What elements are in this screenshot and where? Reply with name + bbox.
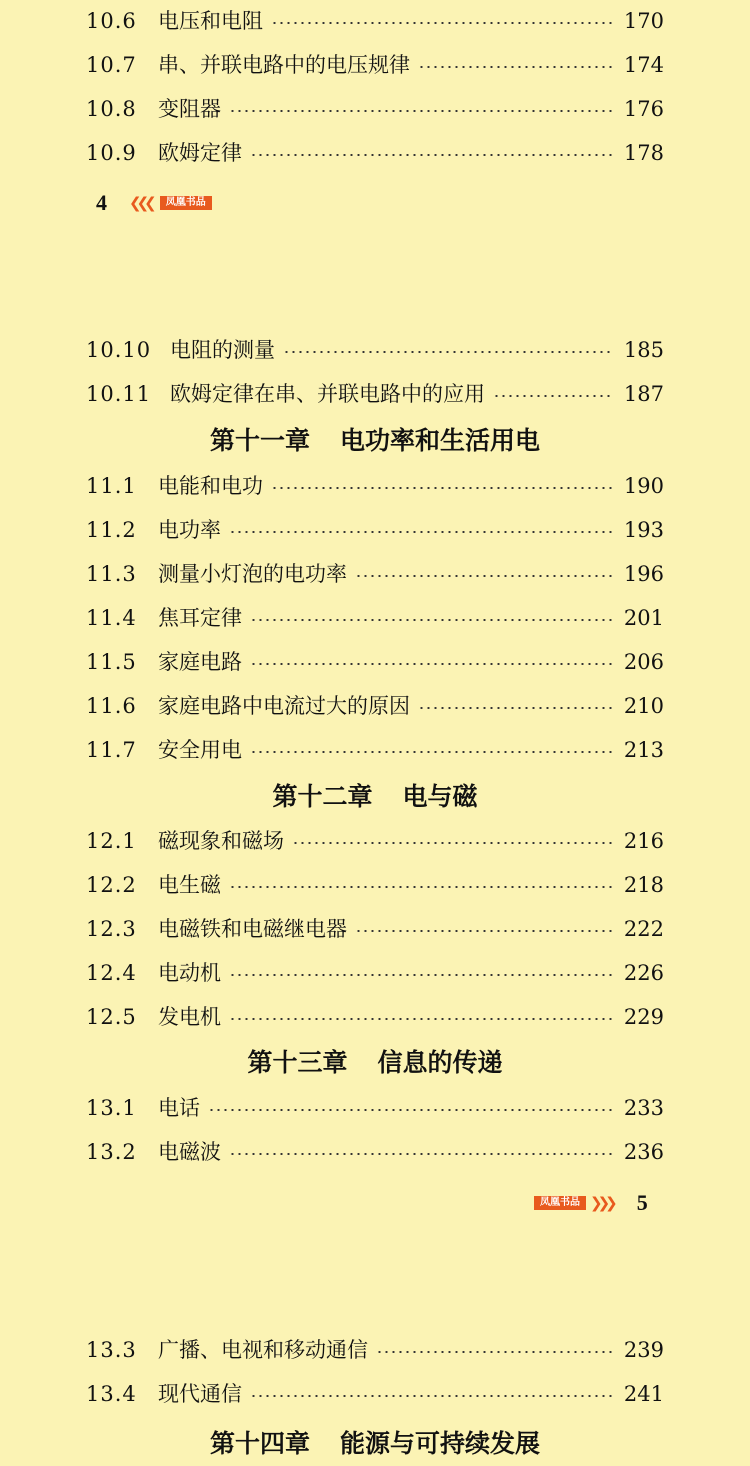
- toc-entry: [86, 1092, 664, 1124]
- chapter-heading-13: [0, 1046, 750, 1080]
- page-number: 185: [623, 338, 664, 362]
- chapter-name: 电与磁: [402, 782, 478, 811]
- dot-leader: [355, 575, 614, 577]
- section-number: 10.9: [86, 141, 137, 165]
- page-number: 5: [636, 1190, 648, 1215]
- section-number: 11.4: [86, 606, 137, 630]
- toc-entry: [86, 470, 664, 502]
- section-title: 变阻器: [158, 97, 221, 121]
- section-title: 欧姆定律在串、并联电路中的应用: [170, 382, 485, 406]
- chapter-heading-12: [0, 780, 750, 814]
- dot-leader: [355, 930, 614, 932]
- section-title: 安全用电: [158, 738, 242, 762]
- section-number: 13.3: [86, 1338, 137, 1362]
- page-number: 213: [623, 738, 664, 762]
- dot-leader: [229, 1018, 614, 1020]
- section-title: 测量小灯泡的电功率: [158, 562, 347, 586]
- chevron-left-icon: ❮❮❮: [129, 194, 152, 212]
- dot-leader: [250, 154, 614, 156]
- dot-leader: [493, 395, 614, 397]
- toc-entry: [86, 93, 664, 125]
- section-title: 磁现象和磁场: [158, 829, 284, 853]
- page-number: 201: [623, 606, 664, 630]
- page-number: 222: [623, 917, 664, 941]
- toc-entry: [86, 1136, 664, 1168]
- page-number: 190: [623, 474, 664, 498]
- section-title: 广播、电视和移动通信: [158, 1338, 368, 1362]
- dot-leader: [250, 1395, 614, 1397]
- section-number: 10.6: [86, 9, 137, 33]
- toc-entry: [86, 913, 664, 945]
- section-number: 13.1: [86, 1096, 137, 1120]
- section-number: 12.5: [86, 1005, 137, 1029]
- section-number: 11.7: [86, 738, 137, 762]
- section-title: 电动机: [158, 961, 221, 985]
- dot-leader: [283, 351, 614, 353]
- section-number: 12.4: [86, 961, 137, 985]
- section-title: 电磁铁和电磁继电器: [158, 917, 347, 941]
- chapter-label: 第十四章: [209, 1429, 310, 1458]
- toc-entry: [86, 646, 664, 678]
- section-title: 发电机: [158, 1005, 221, 1029]
- toc-entry: [86, 514, 664, 546]
- toc-entry: [86, 49, 664, 81]
- page-number: 216: [623, 829, 664, 853]
- section-title: 电压和电阻: [158, 9, 263, 33]
- section-title: 电话: [158, 1096, 200, 1120]
- section-title: 家庭电路: [158, 650, 242, 674]
- chapter-heading-11: [0, 424, 750, 458]
- page-number: 196: [623, 562, 664, 586]
- section-number: 12.2: [86, 873, 137, 897]
- page-number: 178: [623, 141, 664, 165]
- chapter-name: 信息的传递: [377, 1048, 503, 1077]
- page-number: 239: [623, 1338, 664, 1362]
- section-title: 电能和电功: [158, 474, 263, 498]
- publisher-badge: 凤凰书品: [160, 196, 212, 210]
- page-number: 218: [623, 873, 664, 897]
- section-number: 13.4: [86, 1382, 137, 1406]
- dot-leader: [229, 531, 614, 533]
- section-title: 电生磁: [158, 873, 221, 897]
- dot-leader: [376, 1351, 614, 1353]
- dot-leader: [229, 1153, 614, 1155]
- section-title: 电功率: [158, 518, 221, 542]
- dot-leader: [250, 663, 614, 665]
- page-number: 210: [623, 694, 664, 718]
- section-title: 现代通信: [158, 1382, 242, 1406]
- section-title: 焦耳定律: [158, 606, 242, 630]
- page-folio-left: [96, 190, 212, 216]
- dot-leader: [271, 22, 614, 24]
- section-number: 13.2: [86, 1140, 137, 1164]
- dot-leader: [271, 487, 614, 489]
- page-number: 174: [623, 53, 664, 77]
- page-number: 4: [96, 190, 107, 215]
- section-title: 欧姆定律: [158, 141, 242, 165]
- section-number: 10.10: [86, 338, 152, 362]
- section-number: 11.2: [86, 518, 137, 542]
- section-number: 11.5: [86, 650, 137, 674]
- page-number: 229: [623, 1005, 664, 1029]
- section-title: 电磁波: [158, 1140, 221, 1164]
- toc-entry: [86, 137, 664, 169]
- toc-entry: [86, 734, 664, 766]
- chapter-name: 电功率和生活用电: [340, 426, 541, 455]
- page-number: 170: [623, 9, 664, 33]
- toc-entry: [86, 1378, 664, 1410]
- dot-leader: [250, 619, 614, 621]
- toc-entry: [86, 825, 664, 857]
- section-number: 12.1: [86, 829, 137, 853]
- page-number: 206: [623, 650, 664, 674]
- section-number: 11.1: [86, 474, 137, 498]
- page-folio-right: [534, 1190, 648, 1216]
- page-number: 187: [623, 382, 664, 406]
- dot-leader: [229, 974, 614, 976]
- chevron-right-icon: ❯❯❯: [590, 1194, 613, 1212]
- section-number: 12.3: [86, 917, 137, 941]
- dot-leader: [418, 707, 614, 709]
- toc-entry: [86, 957, 664, 989]
- section-number: 10.8: [86, 97, 137, 121]
- chapter-heading-14: [0, 1427, 750, 1461]
- page-number: 233: [623, 1096, 664, 1120]
- dot-leader: [418, 66, 614, 68]
- toc-entry: [86, 1001, 664, 1033]
- dot-leader: [208, 1109, 614, 1111]
- toc-entry: [86, 690, 664, 722]
- dot-leader: [229, 110, 614, 112]
- section-number: 11.6: [86, 694, 137, 718]
- publisher-badge: 凤凰书品: [534, 1196, 586, 1210]
- page-number: 236: [623, 1140, 664, 1164]
- section-number: 10.7: [86, 53, 137, 77]
- section-number: 10.11: [86, 382, 152, 406]
- toc-entry: [86, 602, 664, 634]
- page-number: 193: [623, 518, 664, 542]
- toc-entry: [86, 1334, 664, 1366]
- chapter-label: 第十二章: [272, 782, 373, 811]
- chapter-label: 第十一章: [209, 426, 310, 455]
- dot-leader: [292, 842, 614, 844]
- toc-entry: [86, 869, 664, 901]
- dot-leader: [250, 751, 614, 753]
- page-number: 226: [623, 961, 664, 985]
- chapter-label: 第十三章: [247, 1048, 348, 1077]
- toc-entry: [86, 5, 664, 37]
- page-number: 176: [623, 97, 664, 121]
- section-title: 电阻的测量: [170, 338, 275, 362]
- toc-entry: [86, 558, 664, 590]
- section-title: 串、并联电路中的电压规律: [158, 53, 410, 77]
- chapter-name: 能源与可持续发展: [340, 1429, 541, 1458]
- toc-entry: [86, 334, 664, 366]
- dot-leader: [229, 886, 614, 888]
- section-number: 11.3: [86, 562, 137, 586]
- section-title: 家庭电路中电流过大的原因: [158, 694, 410, 718]
- toc-entry: [86, 378, 664, 410]
- page-number: 241: [623, 1382, 664, 1406]
